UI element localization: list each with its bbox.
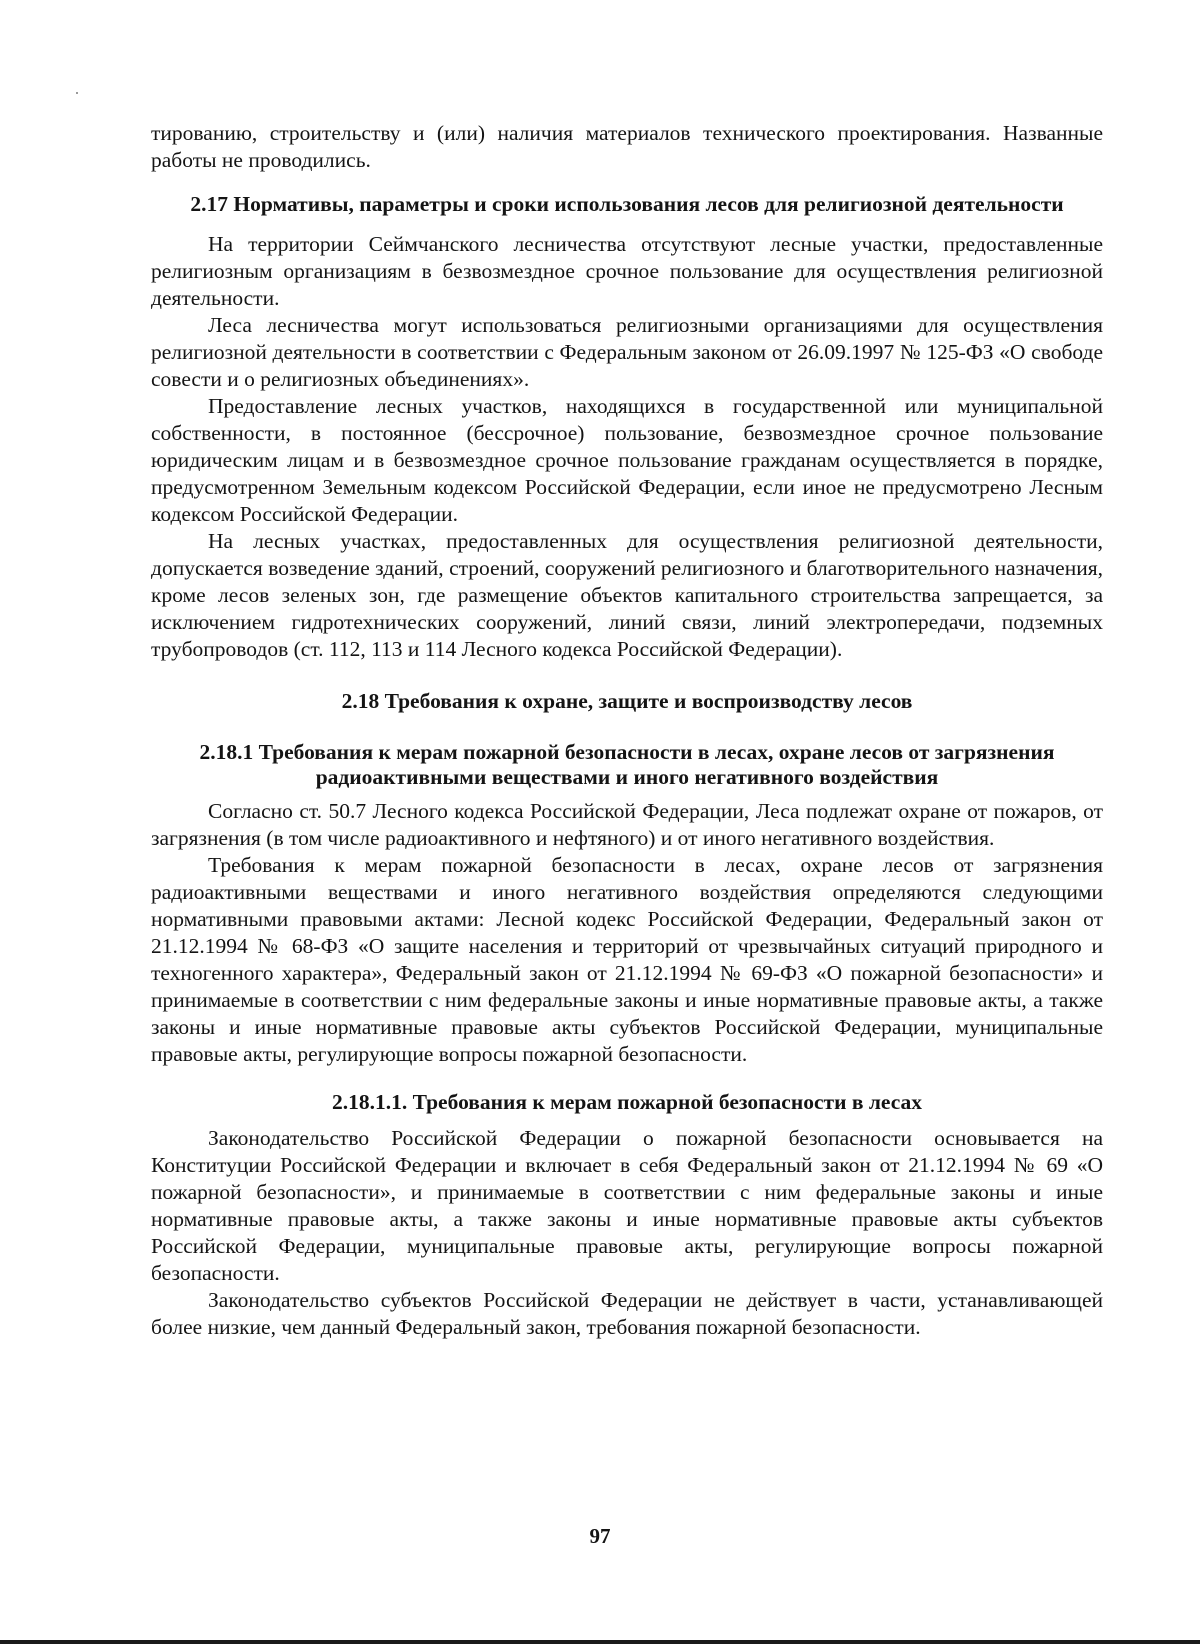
document-page (151, 120, 1103, 1341)
scan-speck (76, 92, 78, 94)
section-heading-2-18-1-1: 2.18.1.1. Требования к мерам пожарной безопасности в лесах (331, 1090, 923, 1114)
page-number: 97 (589, 1524, 611, 1548)
paragraph: Согласно ст. 50.7 Лесного кодекса Российской Федерации, Леса подлежат охране от пожаров, от загрязнения (в том числе радиоактивного и нефтяного) и от иного негативного воздействия. (151, 799, 1103, 850)
paragraph: Законодательство Российской Федерации о пожарной безопасности основывается на Конституции Российской Федерации и включает в себя Федеральный закон от 21.12.1994 № 69 «О пожарной безопасности», и принимаемые в соответствии с ним федеральные законы и иные нормативные правовые акты, а также законы и иные нормативные правовые акты субъектов Российской Федерации, муниципальные правовые акты, регулирующие вопросы пожарной безопасности. (151, 1126, 1103, 1285)
section-heading-2-18: 2.18 Требования к охране, защите и воспроизводству лесов (341, 689, 913, 713)
section-heading-2-17: 2.17 Нормативы, параметры и сроки использования лесов для религиозной деятельности (190, 192, 1064, 216)
bottom-rule (0, 1640, 1200, 1644)
section-heading-2-18-1-line2: радиоактивными веществами и иного негативного воздействия (315, 765, 939, 789)
section-heading-2-18-1 (151, 740, 1103, 790)
section-heading-2-18-1-line1: 2.18.1 Требования к мерам пожарной безопасности в лесах, охране лесов от загрязнения (199, 740, 1055, 764)
paragraph: Леса лесничества могут использоваться религиозными организациями для осуществления религиозной деятельности в соответствии с Федеральным законом от 26.09.1997 № 125-ФЗ «О свободе совести и о религиозных объединениях». (151, 313, 1103, 391)
paragraph: Законодательство субъектов Российской Федерации не действует в части, устанавливающей более низкие, чем данный Федеральный закон, требования пожарной безопасности. (151, 1288, 1103, 1339)
paragraph: На территории Сеймчанского лесничества отсутствуют лесные участки, предоставленные религиозным организациям в безвозмездное срочное пользование для осуществления религиозной деятельности. (151, 232, 1103, 310)
continuation-paragraph: тированию, строительству и (или) наличия материалов технического проектирования. Названные работы не проводились. (151, 121, 1103, 172)
paragraph: На лесных участках, предоставленных для осуществления религиозной деятельности, допускается возведение зданий, строений, сооружений религиозного и благотворительного назначения, кроме лесов зеленых зон, где размещение объектов капитального строительства запрещается, за исключением гидротехнических сооружений, линий связи, линий электропередачи, подземных трубопроводов (ст. 112, 113 и 114 Лесного кодекса Российской Федерации). (151, 529, 1103, 661)
paragraph: Требования к мерам пожарной безопасности в лесах, охране лесов от загрязнения радиоактивными веществами и иного негативного воздействия определяются следующими нормативными правовыми актами: Лесной кодекс Российской Федерации, Федеральный закон от 21.12.1994 № 68-ФЗ «О защите населения и территорий от чрезвычайных ситуаций природного и техногенного характера», Федеральный закон от 21.12.1994 № 69-ФЗ «О пожарной безопасности» и принимаемые в соответствии с ним федеральные законы и иные нормативные правовые акты, а также законы и иные нормативные правовые акты субъектов Российской Федерации, муниципальные правовые акты, регулирующие вопросы пожарной безопасности. (151, 853, 1103, 1066)
paragraph: Предоставление лесных участков, находящихся в государственной или муниципальной собственности, в постоянное (бессрочное) пользование, безвозмездное срочное пользование юридическим лицам и в безвозмездное срочное пользование гражданам осуществляется в порядке, предусмотренном Земельным кодексом Российской Федерации, если иное не предусмотрено Лесным кодексом Российской Федерации. (151, 394, 1103, 526)
